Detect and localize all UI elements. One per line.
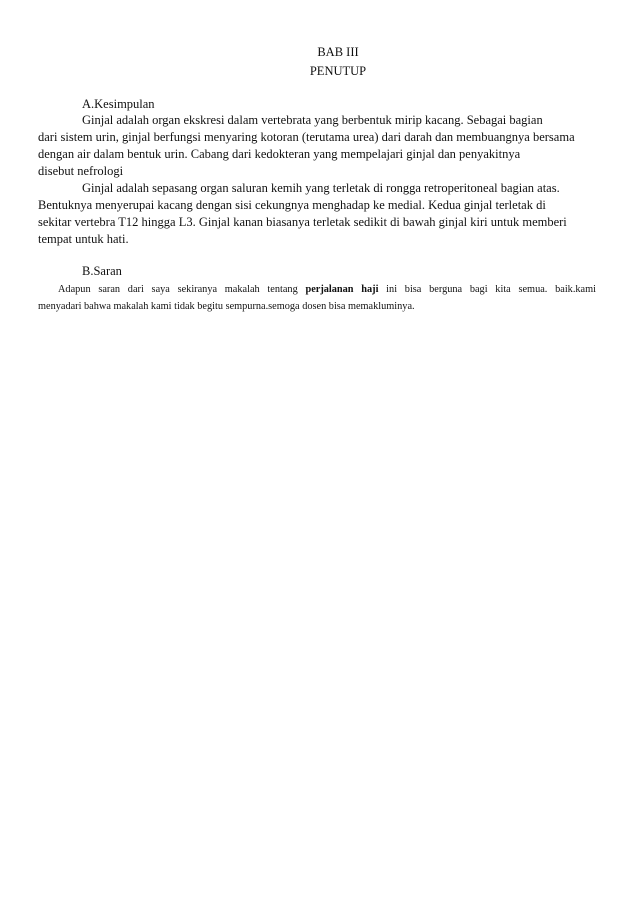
- saran-text-start: Adapun saran dari saya sekiranya makalah tentang: [58, 284, 306, 295]
- paragraph-line: disebut nefrologi: [38, 164, 124, 178]
- chapter-title: PENUTUP: [309, 64, 367, 78]
- paragraph-line: Ginjal adalah sepasang organ saluran kemih yang terletak di rongga retroperitoneal bagian atas.: [82, 181, 560, 195]
- section-b-heading: B.Saran: [82, 264, 122, 278]
- paragraph-line: dari sistem urin, ginjal berfungsi menyaring kotoran (terutama urea) dari darah dan membuangnya bersama: [38, 130, 575, 144]
- paragraph-line: tempat untuk hati.: [38, 232, 129, 246]
- paragraph-line: dengan air dalam bentuk urin. Cabang dari kedokteran yang mempelajari ginjal dan penyakitnya: [38, 147, 521, 161]
- saran-bold-topic: perjalanan haji: [305, 284, 379, 295]
- saran-text-end: ini bisa berguna bagi kita semua. baik.kami: [378, 284, 596, 295]
- saran-line-1: [58, 283, 596, 297]
- chapter-number: BAB III: [317, 45, 359, 59]
- paragraph-line: Ginjal adalah organ ekskresi dalam vertebrata yang berbentuk mirip kacang. Sebagai bagian: [82, 113, 543, 127]
- section-a-heading: A.Kesimpulan: [82, 97, 155, 111]
- saran-line-2: menyadari bahwa makalah kami tidak begitu sempurna.semoga dosen bisa memakluminya.: [38, 301, 415, 312]
- paragraph-line: Bentuknya menyerupai kacang dengan sisi cekungnya menghadap ke medial. Kedua ginjal terletak di: [38, 198, 546, 212]
- paragraph-line: sekitar vertebra T12 hingga L3. Ginjal kanan biasanya terletak sedikit di bawah ginjal kiri untuk memberi: [38, 215, 567, 229]
